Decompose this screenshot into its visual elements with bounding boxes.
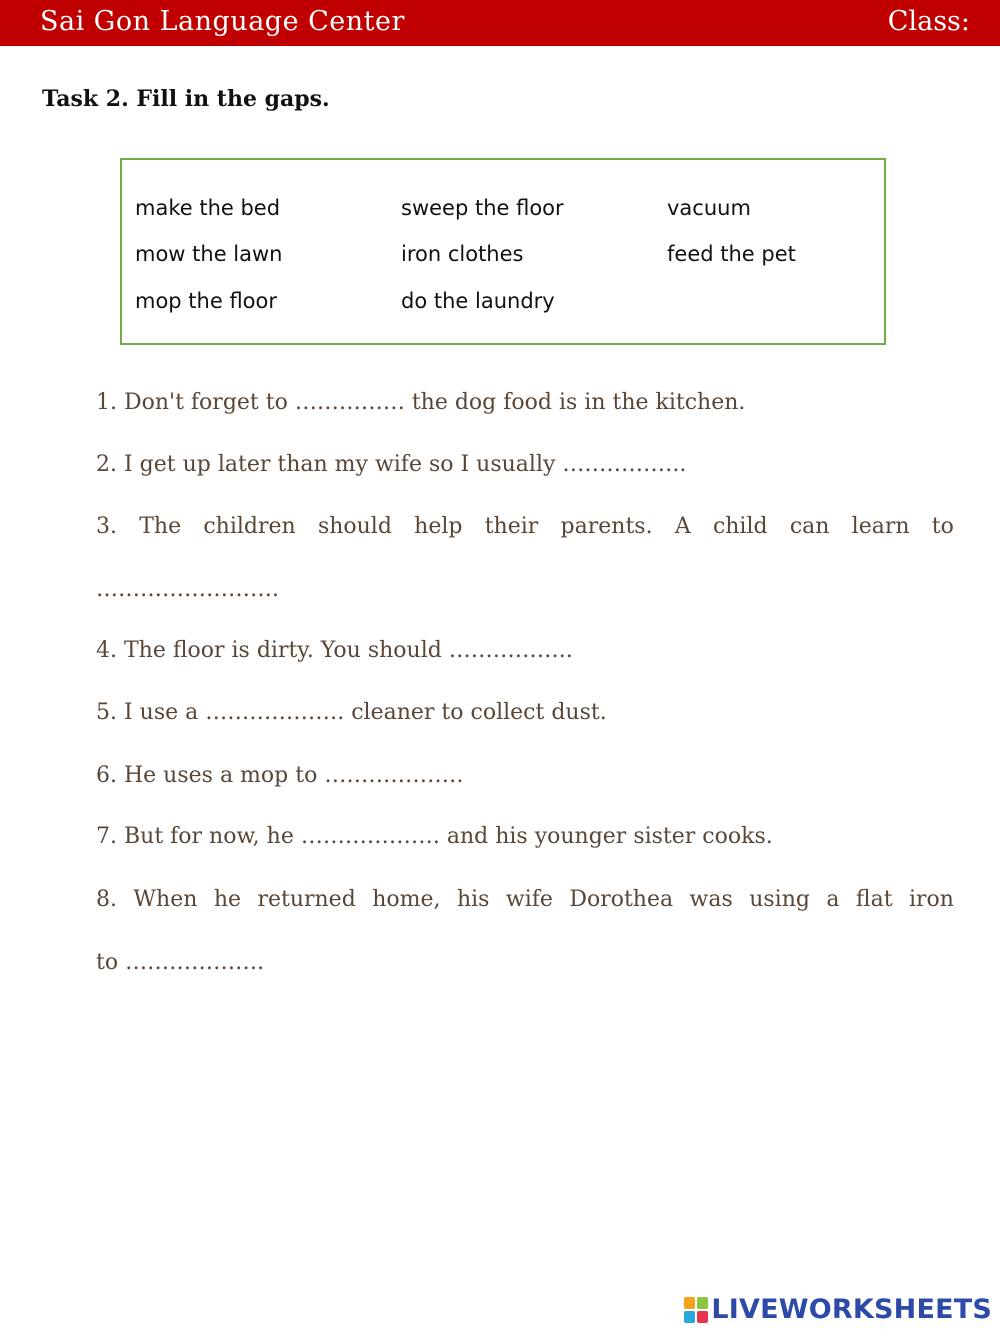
question-8-word: home, <box>372 887 441 912</box>
logo-text: LIVEWORKSHEETS <box>711 1294 992 1325</box>
question-8-word: iron <box>908 887 954 912</box>
question-4: 4. The floor is dirty. You should …………….. <box>96 638 573 663</box>
question-8-word: wife <box>505 887 553 912</box>
question-8-word: When <box>133 887 198 912</box>
school-name: Sai Gon Language Center <box>40 6 405 37</box>
question-3-blank: ……………………. <box>96 577 279 602</box>
word-bank <box>120 158 886 345</box>
liveworksheets-logo <box>684 1294 992 1325</box>
question-2: 2. I get up later than my wife so I usually …………….. <box>96 452 687 477</box>
word-bank-item: iron clothes <box>401 242 524 266</box>
word-bank-item: mop the floor <box>135 289 278 313</box>
question-3-word: should <box>317 514 392 539</box>
question-8-word: a <box>826 887 840 912</box>
question-1: 1. Don't forget to …………… the dog food is in the kitchen. <box>96 390 746 415</box>
word-bank-item: do the laundry <box>401 289 555 313</box>
question-8 <box>96 887 954 912</box>
question-8-word: flat <box>855 887 893 912</box>
question-8-word: 8. <box>96 887 117 912</box>
question-6: 6. He uses a mop to ………………. <box>96 763 464 788</box>
question-3-word: their <box>484 514 539 539</box>
question-3-word: The <box>139 514 182 539</box>
word-bank-item: feed the pet <box>667 242 796 266</box>
class-label: Class: <box>887 6 970 37</box>
question-3-word: child <box>712 514 768 539</box>
question-3-word: A <box>674 514 691 539</box>
question-3 <box>96 514 954 539</box>
question-3-word: to <box>931 514 954 539</box>
question-3-word: parents. <box>560 514 653 539</box>
question-3-word: learn <box>851 514 910 539</box>
question-3-word: can <box>789 514 830 539</box>
question-3-word: 3. <box>96 514 117 539</box>
question-3-word: help <box>414 514 463 539</box>
word-bank-item: make the bed <box>135 196 281 220</box>
word-bank-item: sweep the floor <box>401 196 564 220</box>
question-8-word: returned <box>257 887 356 912</box>
header-bar <box>0 0 1000 46</box>
question-8-word: he <box>213 887 242 912</box>
question-3-word: children <box>203 514 296 539</box>
liveworksheets-logo-icon <box>684 1297 708 1323</box>
question-8-word: his <box>456 887 490 912</box>
question-8-word: was <box>689 887 733 912</box>
question-8-blank: to ………………. <box>96 950 265 975</box>
question-8-word: using <box>749 887 810 912</box>
word-bank-item: vacuum <box>667 196 751 220</box>
question-8-word: Dorothea <box>569 887 674 912</box>
task-title: Task 2. Fill in the gaps. <box>42 86 330 112</box>
question-7: 7. But for now, he ………………. and his younger sister cooks. <box>96 824 773 849</box>
question-5: 5. I use a ………………. cleaner to collect dust. <box>96 700 607 725</box>
word-bank-item: mow the lawn <box>135 242 283 266</box>
